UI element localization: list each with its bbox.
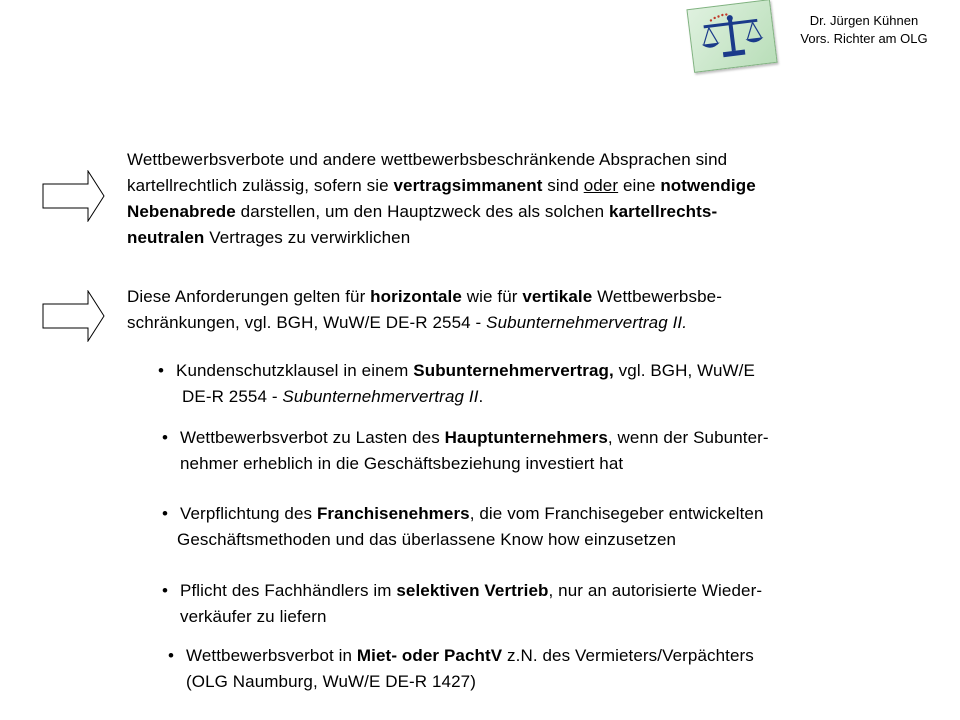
p1-text-1: Wettbewerbsverbote und andere wettbewerbsbeschränkende Absprachen sind	[127, 150, 728, 169]
p1-bold-4: kartellrechts-	[609, 202, 718, 221]
bullet-dot: •	[162, 428, 169, 447]
bullet-1-text-2: vgl. BGH, WuW/E	[613, 361, 755, 380]
bullet-5-text-1: Wettbewerbsverbot in	[186, 646, 357, 665]
bullet-2-text-1: Wettbewerbsverbot zu Lasten des	[180, 428, 445, 447]
paragraph-1	[127, 147, 907, 251]
p2-bold-1: horizontale	[370, 287, 462, 306]
bullet-4-line-2	[162, 604, 932, 630]
arrow-right-icon	[42, 170, 106, 222]
p2-text-2: wie für	[461, 287, 523, 306]
list-item	[162, 425, 932, 477]
bullet-5-line-2	[168, 669, 928, 695]
bullet-dot: •	[162, 581, 169, 600]
bullet-dot: •	[158, 361, 165, 380]
list-item	[168, 643, 928, 695]
bullet-1-text-4: .	[478, 387, 484, 406]
p1-text-4: eine	[618, 176, 661, 195]
bullet-4-text-2: , nur an autorisierte Wieder-	[548, 581, 763, 600]
p1-bold-2: notwendige	[660, 176, 756, 195]
bullet-4-bold: selektiven Vertrieb	[396, 581, 549, 600]
p1-underline-1: oder	[583, 176, 619, 195]
bullet-1-text-1: Kundenschutzklausel in einem	[176, 361, 414, 380]
p2-text-4: schränkungen, vgl. BGH, WuW/E DE-R 2554 -	[127, 313, 487, 332]
author-name: Dr. Jürgen Kühnen	[809, 13, 919, 28]
bullet-3-bold: Franchisenehmers	[316, 504, 470, 523]
bullet-2-text-2: , wenn der Subunter-	[607, 428, 769, 447]
p1-text-6: Vertrages zu verwirklichen	[204, 228, 411, 247]
p2-text-1: Diese Anforderungen gelten für	[127, 287, 371, 306]
p1-text-3: sind	[542, 176, 584, 195]
bullet-1-line-2	[158, 384, 918, 410]
bullet-5-bold: Miet- oder PachtV	[356, 646, 503, 665]
bullet-2-text-3: nehmer erheblich in die Geschäftsbeziehung investiert hat	[180, 454, 624, 473]
arrow-right-icon	[42, 290, 106, 342]
p1-bold-3: Nebenabrede	[127, 202, 236, 221]
bullet-1-bold: Subunternehmervertrag,	[413, 361, 614, 380]
bullet-3-text-3: Geschäftsmethoden und das überlassene Know how einzusetzen	[177, 530, 677, 549]
bullet-1-italic: Subunternehmervertrag II	[282, 387, 479, 406]
bullet-2-bold: Hauptunternehmers	[444, 428, 608, 447]
bullet-3-line-2	[162, 527, 932, 553]
scales-of-justice-icon	[688, 0, 777, 72]
p1-bold-1: vertragsimmanent	[393, 176, 543, 195]
bullet-3-text-1: Verpflichtung des	[180, 504, 317, 523]
list-item	[162, 578, 932, 630]
paragraph-2	[127, 284, 907, 336]
p2-italic-1: Subunternehmervertrag II.	[486, 313, 688, 332]
stars-decoration	[709, 13, 728, 22]
bullet-4-text-3: verkäufer zu liefern	[180, 607, 327, 626]
p2-bold-2: vertikale	[522, 287, 593, 306]
bullet-3-text-2: , die vom Franchisegeber entwickelten	[469, 504, 764, 523]
bullet-1-text-3: DE-R 2554 -	[182, 387, 283, 406]
author-title: Vors. Richter am OLG	[800, 31, 928, 46]
p1-bold-5: neutralen	[127, 228, 205, 247]
bullet-5-text-3: (OLG Naumburg, WuW/E DE-R 1427)	[186, 672, 476, 691]
p1-text-5: darstellen, um den Hauptzweck des als solchen	[235, 202, 610, 221]
bullet-4-text-1: Pflicht des Fachhändlers im	[180, 581, 397, 600]
bullet-2-line-2	[162, 451, 932, 477]
bullet-dot: •	[162, 504, 169, 523]
list-item	[158, 358, 918, 410]
author-block	[774, 12, 954, 48]
logo	[686, 0, 777, 73]
bullet-dot: •	[168, 646, 175, 665]
p2-text-3: Wettbewerbsbe-	[592, 287, 722, 306]
list-item	[162, 501, 932, 553]
bullet-5-text-2: z.N. des Vermieters/Verpächters	[502, 646, 754, 665]
p1-text-2: kartellrechtlich zulässig, sofern sie	[127, 176, 394, 195]
